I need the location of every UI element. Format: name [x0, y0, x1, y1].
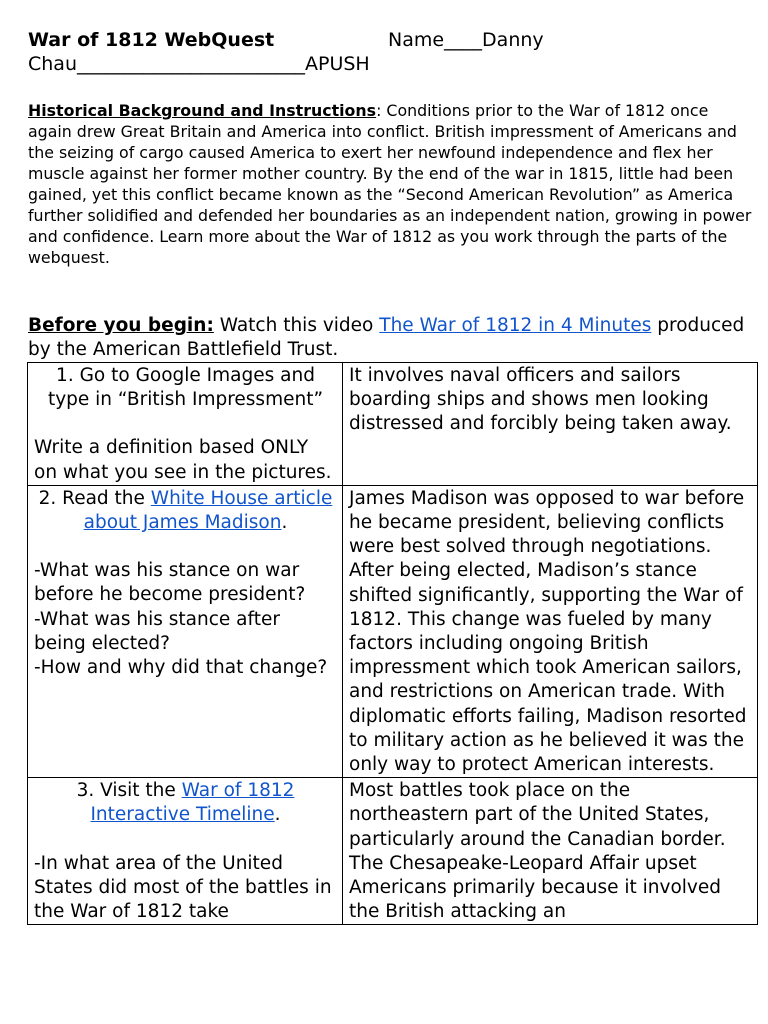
document-title: War of 1812 WebQuest — [28, 29, 275, 51]
background-text: : Conditions prior to the War of 1812 once again drew Great Britain and America into conflict. British impressment of Americans and the seizing of cargo caused America to exert her newfound independence and flex her muscle against her former mother country. By the end of the war in 1815, little had been gained, yet this conflict became known as the “Second American Revolution” as America further solidified and defended her boundaries as an independent nation, growing in power and confidence. Learn more about the War of 1812 as you work through the parts of the webquest. — [28, 101, 752, 267]
student-name-line-continued: Chau________________________APUSH — [28, 53, 370, 75]
white-house-article-link[interactable]: White House article about James Madison — [83, 487, 333, 534]
interactive-timeline-link[interactable]: War of 1812 Interactive Timeline — [90, 780, 295, 826]
table-row — [28, 363, 758, 486]
background-heading: Historical Background and Instructions — [28, 101, 377, 120]
table-row — [28, 485, 758, 777]
answer-cell[interactable]: Most battles took place on the northeastern part of the United States, particularly around the Canadian border. The Chesapeake-Leopard Affair upset Americans primarily because it involved the British attacking an — [343, 778, 758, 925]
answer-cell[interactable]: James Madison was opposed to war before he became president, believing conflicts were best solved through negotiations. After being elected, Madison’s stance shifted significantly, supporting the War of 1812. This change was fueled by many factors including ongoing British impressment which took American sailors, and restrictions on American trade. With diplomatic efforts failing, Madison resorted to military action as he believed it was the only way to protect American interests. — [343, 485, 758, 777]
before-heading: Before you begin: — [28, 315, 214, 336]
question-cell: 3. Visit the War of 1812 Interactive Timeline. -In what area of the United States did most of the battles in the War of 1812 take — [28, 778, 343, 925]
student-name-line: Name____Danny — [388, 29, 544, 51]
question-cell: 2. Read the White House article about James Madison. -What was his stance on war before he become president? -What was his stance after being elected? -How and why did that change? — [28, 485, 343, 777]
document-header — [28, 28, 748, 76]
answer-cell[interactable]: It involves naval officers and sailors boarding ships and shows men looking distressed and forcibly being taken away. — [343, 363, 758, 486]
table-row — [28, 778, 758, 925]
question-cell: 1. Go to Google Images and type in “British Impressment” Write a definition based ONLY on what you see in the pictures. — [28, 363, 343, 486]
webquest-table — [27, 362, 758, 925]
historical-background — [28, 100, 752, 268]
before-you-begin: Before you begin: Watch this video The War of 1812 in 4 Minutes produced by the American Battlefield Trust. — [28, 315, 745, 360]
video-link[interactable]: The War of 1812 in 4 Minutes — [379, 315, 652, 336]
